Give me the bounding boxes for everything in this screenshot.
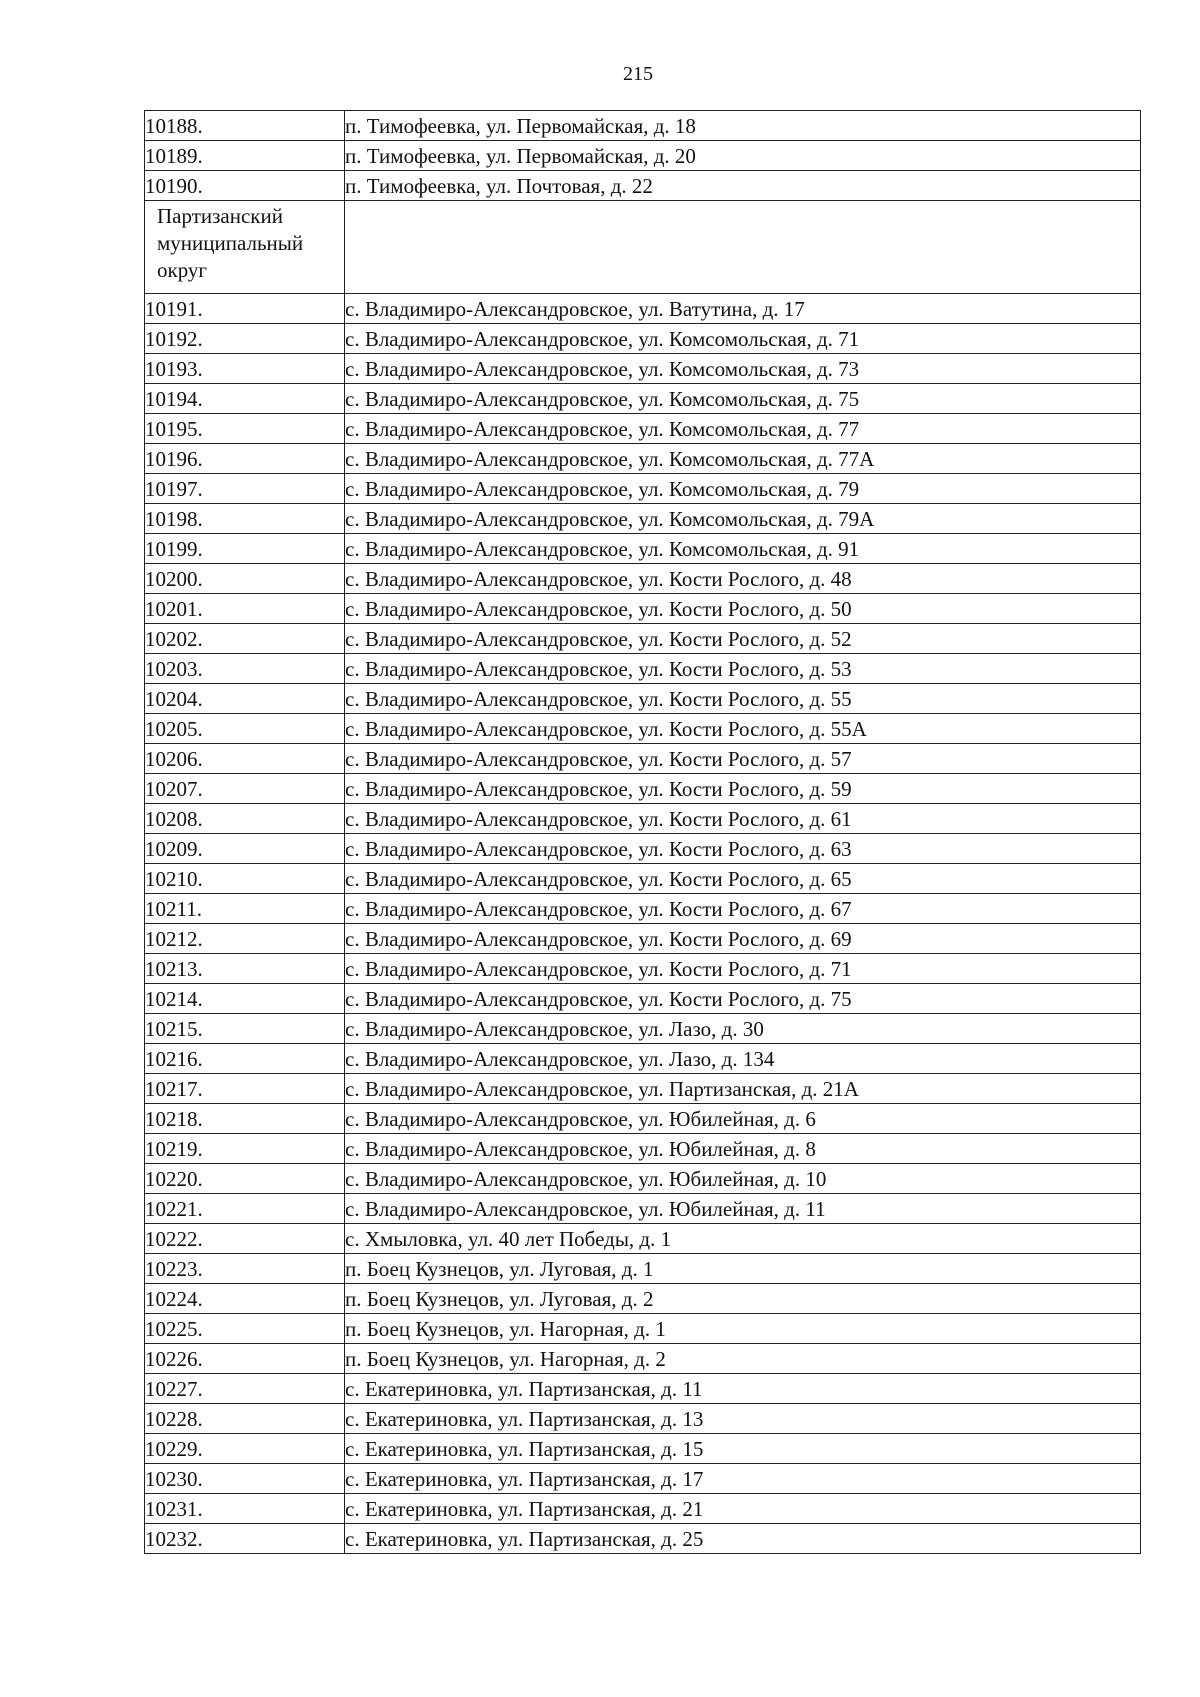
- row-number: 10206.: [145, 744, 345, 774]
- row-number: 10217.: [145, 1074, 345, 1104]
- row-address: с. Владимиро-Александровское, ул. Кости Рослого, д. 57: [345, 744, 1141, 774]
- row-number: 10211.: [145, 894, 345, 924]
- table-row: [145, 1104, 1141, 1134]
- table-row: [145, 1194, 1141, 1224]
- table-row: [145, 384, 1141, 414]
- table-row: [145, 1344, 1141, 1374]
- table-row: [145, 864, 1141, 894]
- row-number: 10220.: [145, 1164, 345, 1194]
- row-number: 10188.: [145, 111, 345, 141]
- table-row: [145, 1284, 1141, 1314]
- row-address: с. Владимиро-Александровское, ул. Комсомольская, д. 91: [345, 534, 1141, 564]
- table-row: [145, 1014, 1141, 1044]
- table-row: [145, 1464, 1141, 1494]
- row-address: с. Владимиро-Александровское, ул. Кости Рослого, д. 67: [345, 894, 1141, 924]
- table-row: [145, 684, 1141, 714]
- row-number: 10225.: [145, 1314, 345, 1344]
- row-address: с. Владимиро-Александровское, ул. Юбилейная, д. 6: [345, 1104, 1141, 1134]
- row-number: 10215.: [145, 1014, 345, 1044]
- row-number: 10224.: [145, 1284, 345, 1314]
- row-address: с. Владимиро-Александровское, ул. Кости Рослого, д. 55: [345, 684, 1141, 714]
- row-address: п. Тимофеевка, ул. Почтовая, д. 22: [345, 171, 1141, 201]
- table-row: [145, 1434, 1141, 1464]
- row-address: с. Владимиро-Александровское, ул. Кости Рослого, д. 52: [345, 624, 1141, 654]
- table-row: [145, 1164, 1141, 1194]
- table-row: [145, 1314, 1141, 1344]
- row-address: с. Владимиро-Александровское, ул. Кости Рослого, д. 53: [345, 654, 1141, 684]
- row-address: с. Хмыловка, ул. 40 лет Победы, д. 1: [345, 1224, 1141, 1254]
- row-address: п. Тимофеевка, ул. Первомайская, д. 20: [345, 141, 1141, 171]
- row-address: с. Владимиро-Александровское, ул. Комсомольская, д. 79А: [345, 504, 1141, 534]
- row-number: 10190.: [145, 171, 345, 201]
- table-row: [145, 804, 1141, 834]
- row-address: п. Тимофеевка, ул. Первомайская, д. 18: [345, 111, 1141, 141]
- row-address: с. Владимиро-Александровское, ул. Кости Рослого, д. 65: [345, 864, 1141, 894]
- table-row: [145, 534, 1141, 564]
- row-address: с. Владимиро-Александровское, ул. Кости Рослого, д. 59: [345, 774, 1141, 804]
- table-row: [145, 444, 1141, 474]
- row-address: с. Владимиро-Александровское, ул. Комсомольская, д. 77А: [345, 444, 1141, 474]
- row-number: 10221.: [145, 1194, 345, 1224]
- row-number: 10210.: [145, 864, 345, 894]
- row-number: 10216.: [145, 1044, 345, 1074]
- row-number: 10196.: [145, 444, 345, 474]
- row-number: 10222.: [145, 1224, 345, 1254]
- row-address: с. Владимиро-Александровское, ул. Кости Рослого, д. 71: [345, 954, 1141, 984]
- row-number: 10198.: [145, 504, 345, 534]
- row-number: 10197.: [145, 474, 345, 504]
- row-number: 10223.: [145, 1254, 345, 1284]
- row-address: с. Владимиро-Александровское, ул. Кости Рослого, д. 55А: [345, 714, 1141, 744]
- row-address: с. Екатериновка, ул. Партизанская, д. 25: [345, 1524, 1141, 1554]
- table-row: [145, 1374, 1141, 1404]
- row-address: с. Владимиро-Александровское, ул. Лазо, д. 134: [345, 1044, 1141, 1074]
- table-row: [145, 564, 1141, 594]
- row-number: 10192.: [145, 324, 345, 354]
- table-row: [145, 504, 1141, 534]
- row-number: 10194.: [145, 384, 345, 414]
- row-address: п. Боец Кузнецов, ул. Нагорная, д. 2: [345, 1344, 1141, 1374]
- row-number: 10201.: [145, 594, 345, 624]
- row-number: 10209.: [145, 834, 345, 864]
- address-table: [144, 110, 1141, 1554]
- table-row: [145, 1044, 1141, 1074]
- row-address: с. Екатериновка, ул. Партизанская, д. 21: [345, 1494, 1141, 1524]
- row-address: с. Владимиро-Александровское, ул. Партизанская, д. 21А: [345, 1074, 1141, 1104]
- table-row: [145, 594, 1141, 624]
- section-label: [145, 201, 345, 294]
- table-row: [145, 141, 1141, 171]
- row-number: 10227.: [145, 1374, 345, 1404]
- table-row: [145, 324, 1141, 354]
- row-number: 10199.: [145, 534, 345, 564]
- row-number: 10195.: [145, 414, 345, 444]
- table-row: [145, 354, 1141, 384]
- table-row: [145, 1224, 1141, 1254]
- section-empty-cell: [345, 201, 1141, 294]
- row-address: с. Владимиро-Александровское, ул. Юбилейная, д. 10: [345, 1164, 1141, 1194]
- row-number: 10214.: [145, 984, 345, 1014]
- row-number: 10231.: [145, 1494, 345, 1524]
- row-address: п. Боец Кузнецов, ул. Нагорная, д. 1: [345, 1314, 1141, 1344]
- table-row: [145, 1134, 1141, 1164]
- row-number: 10212.: [145, 924, 345, 954]
- row-number: 10226.: [145, 1344, 345, 1374]
- table-row: [145, 474, 1141, 504]
- row-address: с. Владимиро-Александровское, ул. Комсомольская, д. 71: [345, 324, 1141, 354]
- row-address: с. Екатериновка, ул. Партизанская, д. 15: [345, 1434, 1141, 1464]
- row-number: 10205.: [145, 714, 345, 744]
- table-row: [145, 1254, 1141, 1284]
- table-row: [145, 1524, 1141, 1554]
- row-address: с. Владимиро-Александровское, ул. Кости Рослого, д. 63: [345, 834, 1141, 864]
- address-table-body: [145, 111, 1141, 1554]
- table-row: [145, 1404, 1141, 1434]
- row-number: 10219.: [145, 1134, 345, 1164]
- table-row: [145, 171, 1141, 201]
- table-row: [145, 894, 1141, 924]
- row-address: п. Боец Кузнецов, ул. Луговая, д. 1: [345, 1254, 1141, 1284]
- section-label-line: округ: [157, 258, 208, 282]
- row-address: с. Владимиро-Александровское, ул. Юбилейная, д. 8: [345, 1134, 1141, 1164]
- row-address: с. Екатериновка, ул. Партизанская, д. 17: [345, 1464, 1141, 1494]
- table-row: [145, 744, 1141, 774]
- section-label-line: Партизанский: [157, 204, 283, 228]
- row-address: с. Владимиро-Александровское, ул. Лазо, д. 30: [345, 1014, 1141, 1044]
- table-row: [145, 414, 1141, 444]
- row-address: с. Владимиро-Александровское, ул. Кости Рослого, д. 69: [345, 924, 1141, 954]
- table-row: [145, 294, 1141, 324]
- row-address: с. Владимиро-Александровское, ул. Юбилейная, д. 11: [345, 1194, 1141, 1224]
- row-address: с. Владимиро-Александровское, ул. Комсомольская, д. 73: [345, 354, 1141, 384]
- row-number: 10207.: [145, 774, 345, 804]
- row-address: с. Владимиро-Александровское, ул. Кости Рослого, д. 50: [345, 594, 1141, 624]
- table-row: [145, 1074, 1141, 1104]
- row-address: с. Владимиро-Александровское, ул. Ватутина, д. 17: [345, 294, 1141, 324]
- table-row: [145, 1494, 1141, 1524]
- row-number: 10228.: [145, 1404, 345, 1434]
- row-number: 10208.: [145, 804, 345, 834]
- row-number: 10229.: [145, 1434, 345, 1464]
- table-row: [145, 624, 1141, 654]
- page-number: 215: [623, 63, 653, 85]
- row-address: с. Владимиро-Александровское, ул. Кости Рослого, д. 75: [345, 984, 1141, 1014]
- row-address: с. Владимиро-Александровское, ул. Комсомольская, д. 75: [345, 384, 1141, 414]
- row-number: 10230.: [145, 1464, 345, 1494]
- row-number: 10193.: [145, 354, 345, 384]
- row-address: с. Владимиро-Александровское, ул. Кости Рослого, д. 61: [345, 804, 1141, 834]
- row-address: с. Владимиро-Александровское, ул. Кости Рослого, д. 48: [345, 564, 1141, 594]
- section-row: [145, 201, 1141, 294]
- row-address: с. Екатериновка, ул. Партизанская, д. 11: [345, 1374, 1141, 1404]
- table-row: [145, 954, 1141, 984]
- row-number: 10200.: [145, 564, 345, 594]
- row-number: 10203.: [145, 654, 345, 684]
- row-address: с. Владимиро-Александровское, ул. Комсомольская, д. 77: [345, 414, 1141, 444]
- table-row: [145, 834, 1141, 864]
- row-number: 10202.: [145, 624, 345, 654]
- row-number: 10213.: [145, 954, 345, 984]
- table-row: [145, 774, 1141, 804]
- row-address: с. Екатериновка, ул. Партизанская, д. 13: [345, 1404, 1141, 1434]
- row-address: с. Владимиро-Александровское, ул. Комсомольская, д. 79: [345, 474, 1141, 504]
- section-label-line: муниципальный: [157, 231, 304, 255]
- row-number: 10218.: [145, 1104, 345, 1134]
- row-address: п. Боец Кузнецов, ул. Луговая, д. 2: [345, 1284, 1141, 1314]
- table-row: [145, 654, 1141, 684]
- table-row: [145, 714, 1141, 744]
- table-row: [145, 984, 1141, 1014]
- row-number: 10189.: [145, 141, 345, 171]
- table-row: [145, 111, 1141, 141]
- row-number: 10191.: [145, 294, 345, 324]
- table-row: [145, 924, 1141, 954]
- row-number: 10204.: [145, 684, 345, 714]
- row-number: 10232.: [145, 1524, 345, 1554]
